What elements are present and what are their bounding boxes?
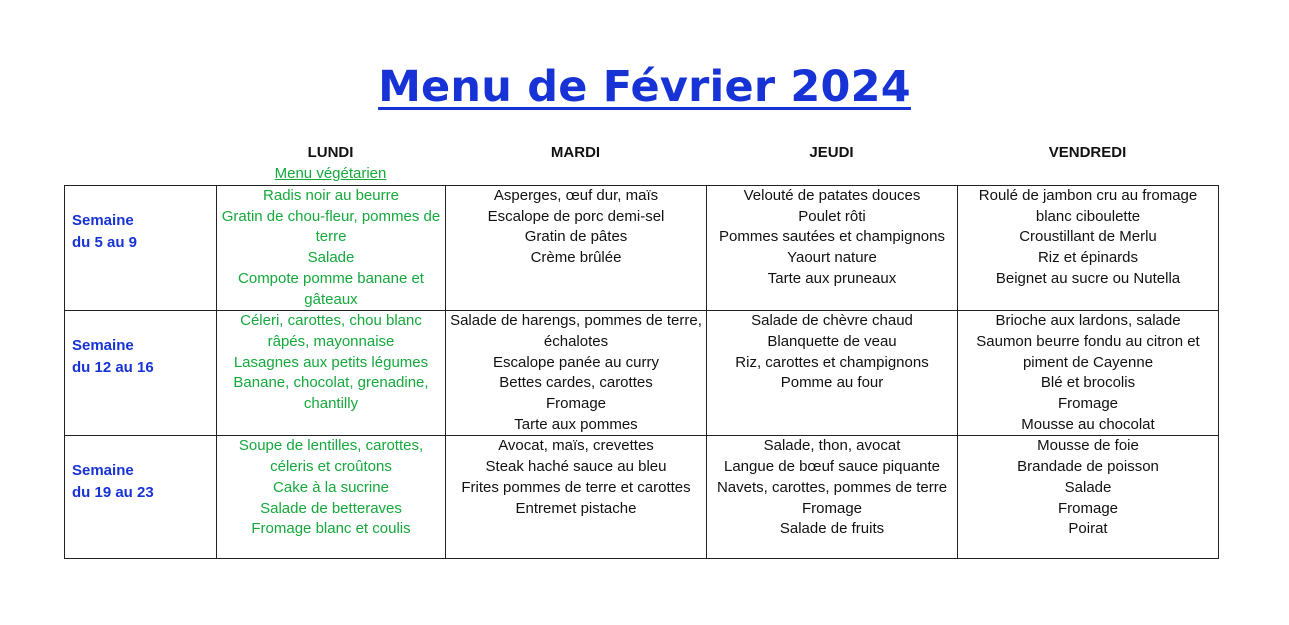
menu-item: Steak haché sauce au bleu [485, 458, 667, 476]
menu-item: Fromage [1057, 395, 1119, 413]
menu-item: Pommes sautées et champignons [719, 228, 945, 246]
menu-item: Gratin de chou-fleur, pommes de terre [221, 207, 441, 246]
menu-item: Tarte aux pommes [514, 415, 638, 433]
menu-item: Langue de bœuf sauce piquante [724, 458, 940, 476]
menu-item: Riz, carottes et champignons [735, 353, 929, 371]
menu-item: Mousse au chocolat [1021, 415, 1155, 433]
menu-item: Crème brûlée [530, 249, 622, 267]
menu-item: Brioche aux lardons, salade [995, 312, 1181, 330]
menu-item: Bettes cardes, carottes [499, 374, 653, 392]
menu-cell-mardi [446, 311, 707, 436]
menu-item: Fromage [545, 395, 607, 413]
menu-item: Salade de fruits [779, 520, 885, 538]
week-label-cell [65, 186, 217, 311]
menu-item: Asperges, œuf dur, maïs [493, 187, 659, 204]
menu-cell-lundi [217, 311, 446, 436]
menu-cell-vendredi [958, 436, 1219, 559]
week-row [65, 311, 1219, 436]
menu-item: Céleri, carottes, chou blanc râpés, mayonnaise [240, 312, 422, 350]
menu-item: Blanquette de veau [767, 332, 897, 350]
menu-item: Gratin de pâtes [524, 228, 628, 246]
menu-cell-lundi [217, 436, 446, 559]
menu-item: Riz et épinards [1037, 249, 1139, 267]
menu-item: Compote pomme banane et gâteaux [238, 269, 424, 308]
menu-item: Saumon beurre fondu au citron et piment de Cayenne [976, 332, 1200, 371]
menu-item: Lasagnes aux petits légumes [233, 353, 429, 371]
menu-item: Salade, thon, avocat [763, 437, 901, 455]
week-dates: du 19 au 23 [72, 484, 154, 502]
week-label: Semaine [72, 337, 134, 355]
menu-item: Pomme au four [780, 374, 884, 392]
menu-item: Velouté de patates douces [743, 187, 921, 204]
menu-cell-vendredi [958, 186, 1219, 311]
week-dates: du 12 au 16 [72, 359, 154, 377]
menu-item: Yaourt nature [787, 249, 877, 267]
menu-item: Salade de chèvre chaud [751, 312, 913, 330]
menu-item: Navets, carottes, pommes de terre [716, 478, 948, 496]
menu-item: Entremet pistache [515, 499, 637, 517]
menu-item: Soupe de lentilles, carottes, céleris et croûtons [238, 437, 424, 476]
header-lundi: LUNDI [307, 144, 354, 161]
vegetarian-menu-label: Menu végétarien [274, 165, 387, 182]
menu-item: Tarte aux pruneaux [767, 269, 897, 287]
page-title: Menu de Février 2024 [378, 62, 911, 112]
menu-item: Avocat, maïs, crevettes [498, 437, 654, 455]
menu-item: Fromage [801, 499, 863, 517]
header-jeudi: JEUDI [809, 144, 854, 161]
menu-cell-vendredi [958, 311, 1219, 436]
menu-cell-jeudi [707, 311, 958, 436]
menu-item: Radis noir au beurre [263, 187, 399, 204]
week-label: Semaine [72, 462, 134, 480]
menu-item: Banane, chocolat, grenadine, chantilly [233, 374, 429, 413]
menu-item: Poulet rôti [798, 207, 866, 225]
week-dates: du 5 au 9 [72, 234, 138, 251]
menu-item: Roulé de jambon cru au fromage blanc ciboulette [978, 187, 1198, 225]
menu-item: Cake à la sucrine [273, 478, 389, 496]
menu-item: Salade de harengs, pommes de terre, échalotes [450, 312, 702, 350]
header-vendredi: VENDREDI [1048, 144, 1127, 161]
menu-item: Salade de betteraves [260, 499, 402, 517]
week-row [65, 436, 1219, 559]
menu-item: Mousse de foie [1037, 437, 1139, 455]
week-label-cell [65, 436, 217, 559]
menu-cell-mardi [446, 186, 707, 311]
menu-item: Croustillant de Merlu [1019, 228, 1157, 246]
menu-item: Brandade de poisson [1017, 458, 1159, 476]
menu-cell-mardi [446, 436, 707, 559]
menu-item: Beignet au sucre ou Nutella [995, 269, 1181, 287]
menu-cell-jeudi [707, 186, 958, 311]
menu-item: Fromage [1057, 499, 1119, 517]
menu-item: Blé et brocolis [1040, 374, 1136, 392]
menu-item: Fromage blanc et coulis [251, 520, 411, 538]
menu-item: Poirat [1068, 520, 1108, 538]
menu-cell-lundi [217, 186, 446, 311]
week-label-cell [65, 311, 217, 436]
menu-item: Salade [307, 249, 355, 267]
menu-table [64, 185, 1219, 559]
week-label: Semaine [72, 212, 134, 229]
week-row [65, 186, 1219, 311]
menu-item: Salade [1064, 478, 1112, 496]
menu-cell-jeudi [707, 436, 958, 559]
menu-item: Frites pommes de terre et carottes [461, 478, 691, 496]
header-mardi: MARDI [550, 144, 601, 161]
menu-item: Escalope panée au curry [493, 353, 659, 371]
menu-item: Escalope de porc demi-sel [487, 207, 665, 225]
